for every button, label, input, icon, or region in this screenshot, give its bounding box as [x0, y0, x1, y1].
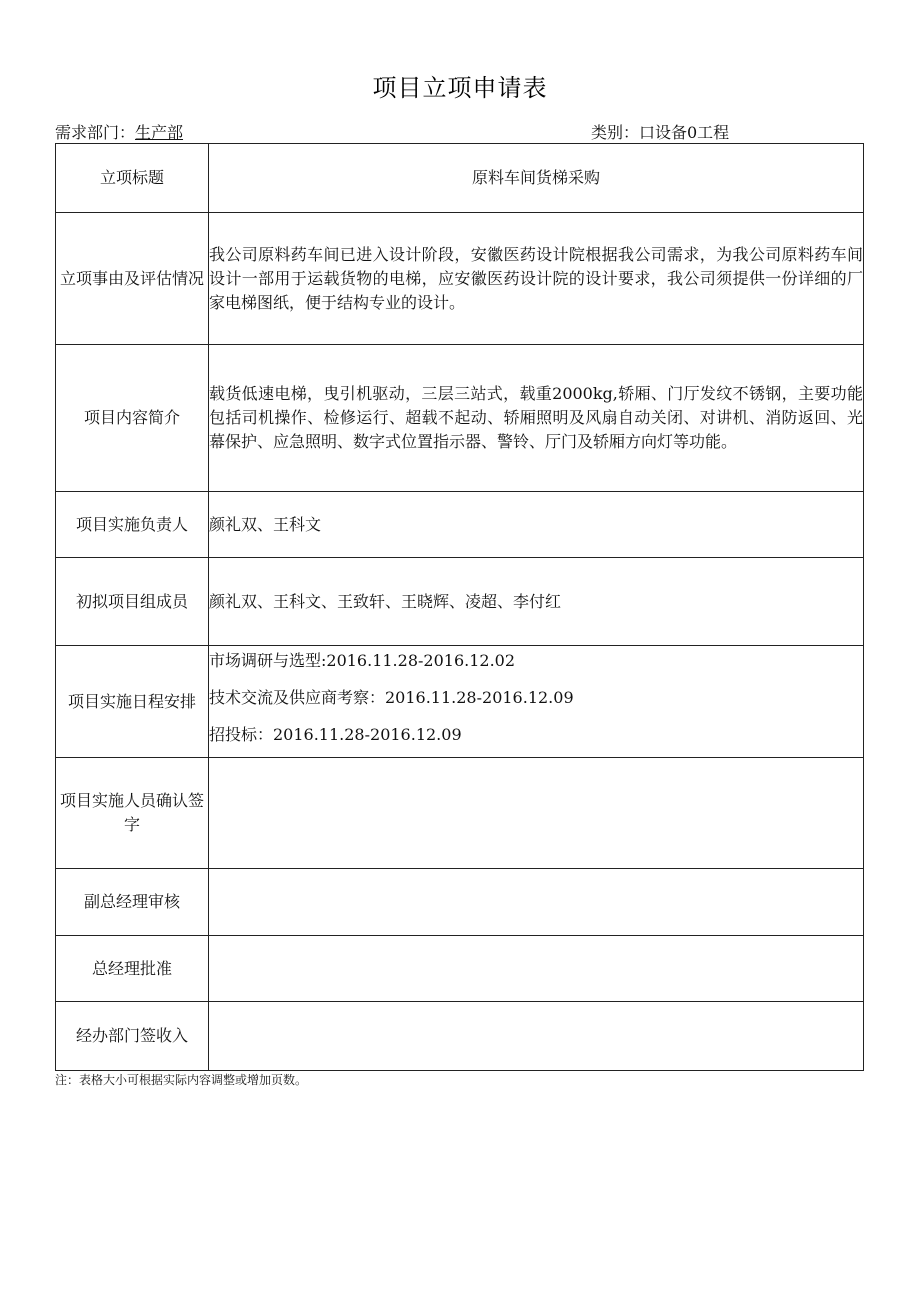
deputy-gm-review-field[interactable]: [209, 869, 864, 936]
gm-approval-field[interactable]: [209, 936, 864, 1002]
schedule-item: 市场调研与选型:2016.11.28-2016.12.02: [209, 651, 516, 670]
team-members-value: 颜礼双、王科文、王致轩、王晓辉、凌超、李付红: [209, 558, 864, 646]
schedule-item: 招投标：2016.11.28-2016.12.09: [209, 725, 462, 744]
table-row: [56, 345, 864, 492]
table-row: [56, 646, 864, 758]
row-label-deputy-gm-review: 副总经理审核: [56, 869, 209, 936]
department-line: [55, 120, 183, 143]
table-row: [56, 558, 864, 646]
reason-assessment-value: 我公司原料药车间已进入设计阶段，安徽医药设计院根据我公司需求，为我公司原料药车间设计一部用于运载货物的电梯，应安徽医药设计院的设计要求，我公司须提供一份详细的厂家电梯图纸，便于结构专业的设计。: [209, 213, 864, 345]
project-title-value: 原料车间货梯采购: [209, 144, 864, 213]
table-row: [56, 936, 864, 1002]
row-label-project-summary: 项目内容简介: [56, 345, 209, 492]
department-value: 生产部: [135, 123, 184, 142]
row-label-project-lead: 项目实施负责人: [56, 492, 209, 558]
category-line: 类别：口设备0工程: [591, 123, 730, 142]
footnote: 注：表格大小可根据实际内容调整或增加页数。: [55, 1073, 308, 1087]
row-label-gm-approval: 总经理批准: [56, 936, 209, 1002]
table-row: [56, 144, 864, 213]
application-form-table: [55, 143, 864, 1071]
schedule-item: 技术交流及供应商考察：2016.11.28-2016.12.09: [209, 688, 574, 707]
staff-signature-field[interactable]: [209, 758, 864, 869]
table-row: [56, 869, 864, 936]
table-row: [56, 1002, 864, 1071]
department-label: 需求部门：: [55, 123, 136, 142]
row-label-staff-signature: 项目实施人员确认签字: [56, 758, 209, 869]
row-label-project-title: 立项标题: [56, 144, 209, 213]
schedule-value: [209, 646, 864, 758]
project-summary-value: 载货低速电梯，曳引机驱动，三层三站式，载重2000kg,轿厢、门厅发纹不锈钢，主要功能包括司机操作、检修运行、超载不起动、轿厢照明及风扇自动关闭、对讲机、消防返回、光幕保护、应急照明、数字式位置指示器、警铃、厅门及轿厢方向灯等功能。: [209, 345, 864, 492]
project-lead-value: 颜礼双、王科文: [209, 492, 864, 558]
row-label-team-members: 初拟项目组成员: [56, 558, 209, 646]
table-row: [56, 758, 864, 869]
page-title: 项目立项申请表: [372, 74, 548, 102]
row-label-receiving-dept: 经办部门签收入: [56, 1002, 209, 1071]
table-row: [56, 492, 864, 558]
row-label-reason-assessment: 立项事由及评估情况: [56, 213, 209, 345]
table-row: [56, 213, 864, 345]
receiving-dept-field[interactable]: [209, 1002, 864, 1071]
row-label-schedule: 项目实施日程安排: [56, 646, 209, 758]
